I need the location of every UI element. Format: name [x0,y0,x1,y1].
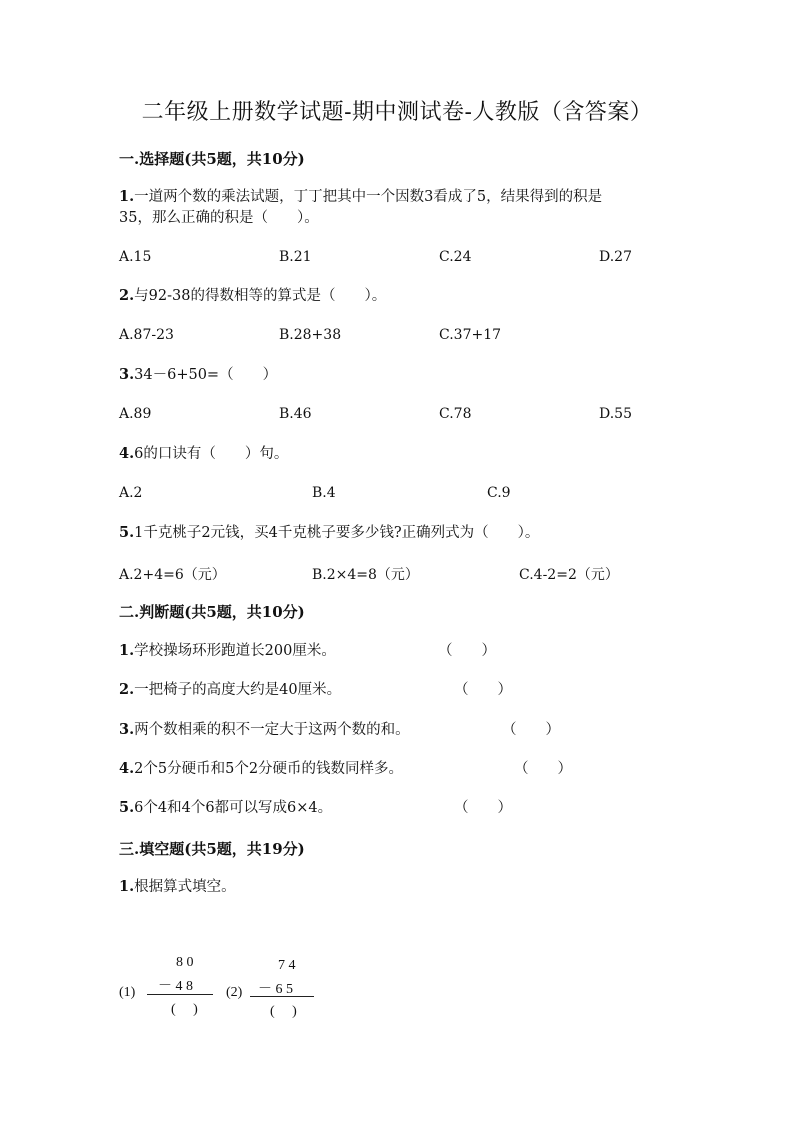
question-number: 5. [119,524,135,541]
option-c: C.78 [439,406,472,422]
answer-blank[interactable]: （ ） [514,761,572,777]
choice-question-1 [119,186,602,208]
option-a: A.2+4=6（元） [119,567,226,583]
question-number: 3. [119,366,135,383]
option-d: D.27 [599,249,632,265]
calc-subtrahend-2: － 6 5 [258,982,293,997]
judgement-question-3 [119,719,410,741]
section-heading-choice: 一.选择题(共5题，共10分) [119,150,305,168]
calc-rule-2 [250,996,314,997]
choice-question-4 [119,443,288,465]
question-text: 两个数相乘的积不一定大于这两个数的和。 [134,722,410,738]
calc-answer-blank-2[interactable]: ( ) [270,1004,297,1019]
question-text: 学校操场环形跑道长200厘米。 [134,643,336,659]
judgement-question-2 [119,679,341,701]
judgement-question-4 [119,758,403,780]
choice-question-3 [119,364,277,386]
option-b: B.2×4=8（元） [312,567,419,583]
question-text: 35，那么正确的积是（ ）。 [119,210,319,226]
question-text: 一道两个数的乘法试题，丁丁把其中一个因数3看成了5，结果得到的积是 [134,189,603,205]
fill-question-1 [119,876,236,898]
question-text: 与92-38的得数相等的算式是（ ）。 [134,288,387,304]
question-number: 1. [119,188,135,205]
option-b: B.4 [312,485,336,501]
option-b: B.46 [279,406,312,422]
choice-question-1-continued [119,207,319,229]
choice-question-2 [119,285,386,307]
question-number: 1. [119,878,135,895]
option-c: C.37+17 [439,327,502,343]
option-d: D.55 [599,406,632,422]
question-text: 34－6+50=（ ） [134,367,278,383]
answer-blank[interactable]: （ ） [502,722,560,738]
choice-question-5 [119,522,539,544]
question-text: 6的口诀有（ ）句。 [134,446,289,462]
judgement-question-1 [119,640,336,662]
section-heading-judgement: 二.判断题(共5题，共10分) [119,603,305,621]
calc-minuend-2: 7 4 [278,958,296,973]
question-text: 2个5分硬币和5个2分硬币的钱数同样多。 [134,761,404,777]
option-c: C.24 [439,249,472,265]
calc-subtrahend-1: － 4 8 [158,979,193,994]
question-number: 4. [119,445,135,462]
question-text: 1千克桃子2元钱，买4千克桃子要多少钱?正确列式为（ ）。 [134,525,540,541]
calc-minuend-1: 8 0 [176,955,194,970]
question-number: 5. [119,799,135,816]
section-heading-fill-in: 三.填空题(共5题，共19分) [119,840,305,858]
option-c: C.4-2=2（元） [519,567,619,583]
question-number: 4. [119,760,135,777]
question-text: 根据算式填空。 [134,879,236,895]
option-b: B.28+38 [279,327,342,343]
question-number: 2. [119,681,135,698]
option-a: A.15 [119,249,152,265]
calc-label-1: (1) [119,985,136,1000]
page-title: 二年级上册数学试题-期中测试卷-人教版（含答案） [141,100,653,125]
judgement-question-5 [119,797,332,819]
calc-label-2: (2) [226,985,243,1000]
question-text: 6个4和4个6都可以写成6×4。 [134,800,333,816]
calc-answer-blank-1[interactable]: ( ) [171,1002,198,1017]
question-number: 1. [119,642,135,659]
answer-blank[interactable]: （ ） [438,643,496,659]
option-a: A.87-23 [119,327,174,343]
question-text: 一把椅子的高度大约是40厘米。 [134,682,342,698]
question-number: 3. [119,721,135,738]
option-a: A.89 [119,406,152,422]
answer-blank[interactable]: （ ） [454,800,512,816]
answer-blank[interactable]: （ ） [454,682,512,698]
option-c: C.9 [487,485,511,501]
question-number: 2. [119,287,135,304]
option-a: A.2 [119,485,143,501]
option-b: B.21 [279,249,312,265]
calc-rule-1 [147,994,213,995]
